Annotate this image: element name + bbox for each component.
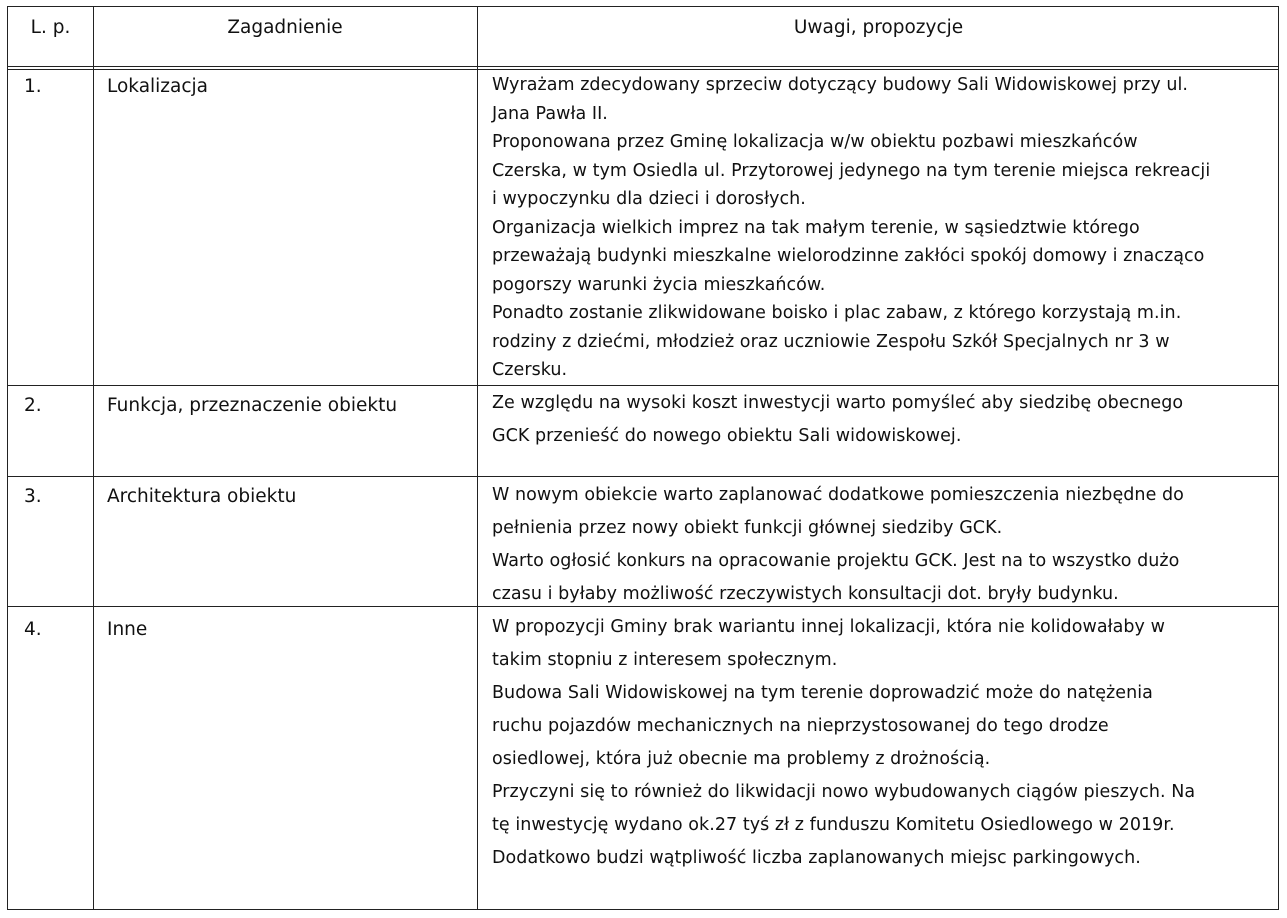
remark-line: rodziny z dziećmi, młodzież oraz uczniowie Zespołu Szkół Specjalnych nr 3 w xyxy=(492,331,1170,352)
row-number: 2. xyxy=(24,395,42,416)
row-topic: Funkcja, przeznaczenie obiektu xyxy=(107,395,398,416)
remark-line: tę inwestycję wydano ok.27 tyś zł z funduszu Komitetu Osiedlowego w 2019r. xyxy=(492,815,1175,835)
row-topic: Inne xyxy=(107,619,148,640)
remark-line: Jana Pawła II. xyxy=(492,103,608,124)
row-number: 3. xyxy=(24,486,42,507)
remark-line: Proponowana przez Gminę lokalizacja w/w obiektu pozbawi mieszkańców xyxy=(492,132,1138,152)
header-lp: L. p. xyxy=(30,17,71,38)
remark-line: Czersku. xyxy=(492,360,568,380)
row-number: 4. xyxy=(24,619,42,640)
remark-line: Dodatkowo budzi wątpliwość liczba zaplanowanych miejsc parkingowych. xyxy=(492,848,1141,868)
row-remarks xyxy=(492,387,1183,453)
row-remarks xyxy=(492,71,1210,385)
remark-line: osiedlowej, która już obecnie ma problemy z drożnością. xyxy=(492,749,991,769)
row-remarks xyxy=(492,479,1184,611)
remark-line: Warto ogłosić konkurs na opracowanie projektu GCK. Jest na to wszystko dużo xyxy=(492,551,1180,571)
row-number: 1. xyxy=(24,76,42,97)
remark-line: pełnienia przez nowy obiekt funkcji głównej siedziby GCK. xyxy=(492,518,1003,538)
remark-line: W propozycji Gminy brak wariantu innej lokalizacji, która nie kolidowałaby w xyxy=(492,617,1165,637)
consultation-table xyxy=(7,6,1279,910)
remark-line: i wypoczynku dla dzieci i dorosłych. xyxy=(492,189,806,209)
remark-line: Budowa Sali Widowiskowej na tym terenie doprowadzić może do natężenia xyxy=(492,683,1153,703)
remark-line: Ponadto zostanie zlikwidowane boisko i plac zabaw, z którego korzystają m.in. xyxy=(492,303,1182,323)
row-remarks xyxy=(492,611,1195,875)
remark-line: takim stopniu z interesem społecznym. xyxy=(492,650,838,670)
header-topic: Zagadnienie xyxy=(227,17,343,38)
remark-line: czasu i byłaby możliwość rzeczywistych konsultacji dot. bryły budynku. xyxy=(492,584,1119,604)
remark-line: pogorszy warunki życia mieszkańców. xyxy=(492,274,826,295)
remark-line: W nowym obiekcie warto zaplanować dodatkowe pomieszczenia niezbędne do xyxy=(492,485,1184,505)
remark-line: Przyczyni się to również do likwidacji nowo wybudowanych ciągów pieszych. Na xyxy=(492,782,1196,802)
remark-line: GCK przenieść do nowego obiektu Sali widowiskowej. xyxy=(492,426,962,446)
remark-line: Wyrażam zdecydowany sprzeciw dotyczący budowy Sali Widowiskowej przy ul. xyxy=(492,75,1189,95)
remark-line: ruchu pojazdów mechanicznych na nieprzystosowanej do tego drodze xyxy=(492,716,1109,736)
row-divider xyxy=(8,385,1278,386)
header-divider xyxy=(8,66,1278,70)
remark-line: Ze względu na wysoki koszt inwestycji warto pomyśleć aby siedzibę obecnego xyxy=(492,393,1184,413)
remark-line: przeważają budynki mieszkalne wielorodzinne zakłóci spokój domowy i znacząco xyxy=(492,246,1205,266)
column-divider xyxy=(93,7,94,909)
row-topic: Lokalizacja xyxy=(107,76,209,97)
remark-line: Organizacja wielkich imprez na tak małym terenie, w sąsiedztwie którego xyxy=(492,217,1140,238)
row-divider xyxy=(8,476,1278,477)
remark-line: Czerska, w tym Osiedla ul. Przytorowej jedynego na tym terenie miejsca rekreacji xyxy=(492,160,1211,181)
row-topic: Architektura obiektu xyxy=(107,486,297,507)
column-divider xyxy=(477,7,478,909)
header-remarks: Uwagi, propozycje xyxy=(793,17,964,38)
